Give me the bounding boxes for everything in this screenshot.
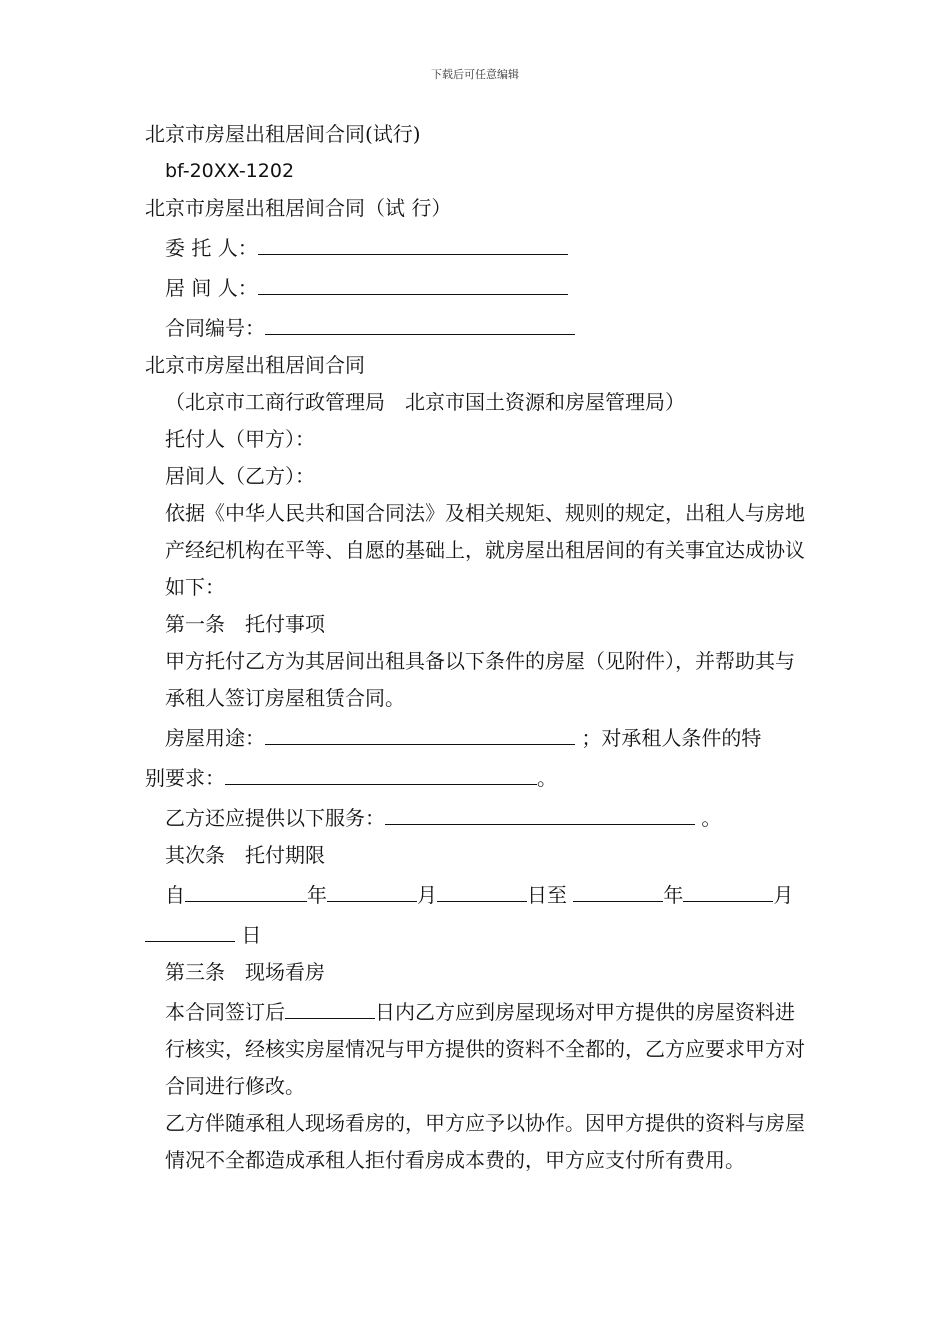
title-trial-spaced: 北京市房屋出租居间合同（试 行） [145,196,452,220]
start-day-blank [437,874,527,902]
end-year-blank [573,874,663,902]
broker-label: 居 间 人： [165,276,258,300]
date-from-label: 自 [165,883,185,907]
client-blank [258,227,568,255]
services-label: 乙方还应提供以下服务： [165,806,385,830]
inspection-days-blank [285,991,375,1019]
usage-blank [265,717,575,745]
usage-suffix: ；对承租人条件的特 [581,726,762,750]
page-header: 下载后可任意编辑 [431,68,519,81]
article-3-paragraph-2: 乙方伴随承租人现场看房的，甲方应予以协作。因甲方提供的资料与房屋情况不全都造成承租人拒付看房成本费的，甲方应支付所有费用。 [165,1111,805,1172]
party-a-label: 托付人（甲方）： [165,427,315,451]
end-year-label: 年 [663,883,684,907]
broker-line [145,267,810,307]
services-line [145,797,810,837]
end-month-label: 月 [773,883,794,907]
special-requirements-line [145,757,810,797]
article-3-title: 第三条 现场看房 [165,960,325,984]
term-date-line-2 [145,914,810,954]
start-month-blank [327,874,417,902]
contract-number-line [145,307,810,347]
start-day-to-label: 日至 [527,883,567,907]
start-year-label: 年 [307,883,327,907]
preamble-paragraph: 依据《中华人民共和国合同法》及相关规矩、规则的规定，出租人与房地产经纪机构在平等、自愿的基础上，就房屋出租居间的有关事宜达成协议如下： [165,501,805,599]
end-day-blank [145,914,235,942]
contract-number-label: 合同编号： [165,316,265,340]
special-requirements-blank [225,757,537,785]
broker-blank [258,267,568,295]
document-code: bf-20XX-1202 [165,160,295,182]
special-requirements-label: 别要求： [145,766,225,790]
article-3-paragraph-1 [145,991,810,1105]
special-requirements-end: 。 [537,766,557,790]
title-main: 北京市房屋出租居间合同 [145,353,365,377]
client-line [145,227,810,267]
article-3-p1-rest: 日内乙方应到房屋现场对甲方提供的房屋资料进行核实，经核实房屋情况与甲方提供的资料不全都的，乙方应要求甲方对合同进行修改。 [165,1000,805,1098]
usage-line [145,717,810,757]
client-label: 委 托 人： [165,236,258,260]
services-end: 。 [701,806,722,830]
article-1-body: 甲方托付乙方为其居间出租具备以下条件的房屋（见附件），并帮助其与承租人签订房屋租赁合同。 [165,649,795,710]
contract-number-blank [265,307,575,335]
term-date-line [145,874,810,914]
start-year-blank [185,874,307,902]
article-1-title: 第一条 托付事项 [165,612,325,636]
start-month-label: 月 [417,883,437,907]
usage-label: 房屋用途： [165,726,265,750]
end-month-blank [683,874,773,902]
article-2-title: 其次条 托付期限 [165,843,325,867]
issuing-authorities: （北京市工商行政管理局 北京市国土资源和房屋管理局） [165,390,685,414]
end-day-label: 日 [241,923,262,947]
services-blank [385,797,695,825]
article-3-p1-start: 本合同签订后 [165,1000,285,1024]
title-trial: 北京市房屋出租居间合同(试行) [145,122,421,146]
document-body [145,116,810,1179]
party-b-label: 居间人（乙方）： [165,464,315,488]
